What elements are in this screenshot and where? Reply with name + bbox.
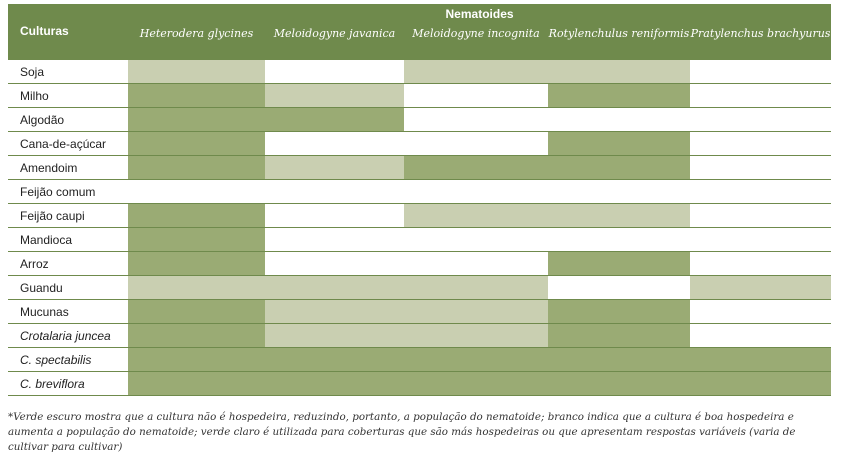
host-status-cell [265,84,404,108]
host-status-cell [690,228,831,252]
host-status-cell [128,108,265,132]
crop-name: Milho [8,84,128,108]
host-status-cell [404,180,548,204]
host-status-cell [265,348,404,372]
crop-name: C. breviflora [8,372,128,396]
header-heterodera-glycines: Heterodera glycines [128,24,265,59]
table-body [8,59,831,396]
footnote: *Verde escuro mostra que a cultura não é hospedeira, reduzindo, portanto, a população do nematoide; branco indica que a cultura é boa hospedeira e aumenta a população do nematoide; verde claro é utilizada para coberturas que são más hospedeiras ou que apresentam respostas variáveis (varia de cultivar para cultivar) [8,411,796,453]
host-status-cell [128,252,265,276]
header-meloidogyne-javanica: Meloidogyne javanica [265,24,404,59]
crop-name: C. spectabilis [8,348,128,372]
table-row [8,204,831,228]
host-status-cell [548,59,690,84]
crop-name: Amendoim [8,156,128,180]
host-status-cell [265,180,404,204]
host-status-cell [265,252,404,276]
table-row [8,252,831,276]
host-status-cell [128,300,265,324]
host-status-cell [404,59,548,84]
host-status-cell [690,180,831,204]
header-culturas: Culturas [8,4,128,59]
header-rotylenchulus-reniformis: Rotylenchulus reniformis [548,24,690,59]
table-row [8,132,831,156]
host-status-cell [548,108,690,132]
crop-name: Mandioca [8,228,128,252]
table-row [8,108,831,132]
host-status-cell [128,59,265,84]
host-status-cell [128,228,265,252]
host-status-cell [265,324,404,348]
host-status-cell [404,324,548,348]
crop-name: Feijão caupi [8,204,128,228]
host-status-cell [128,132,265,156]
host-status-cell [548,300,690,324]
table-row [8,156,831,180]
crop-name: Feijão comum [8,180,128,204]
header-pratylenchus-brachyurus: Pratylenchus brachyurus [690,24,831,59]
crop-name: Arroz [8,252,128,276]
host-status-cell [404,108,548,132]
host-status-cell [690,204,831,228]
host-status-cell [128,348,265,372]
host-status-cell [548,228,690,252]
host-status-cell [690,276,831,300]
crop-name: Crotalaria juncea [8,324,128,348]
header-meloidogyne-incognita: Meloidogyne incognita [404,24,548,59]
host-status-cell [548,276,690,300]
host-status-cell [265,204,404,228]
host-status-cell [690,59,831,84]
crop-name: Algodão [8,108,128,132]
table-row [8,324,831,348]
host-status-cell [128,156,265,180]
table-row [8,348,831,372]
host-status-cell [404,132,548,156]
host-status-cell [265,372,404,396]
table-row [8,300,831,324]
host-status-cell [690,300,831,324]
host-status-cell [404,372,548,396]
host-status-cell [690,108,831,132]
host-status-cell [690,132,831,156]
host-status-cell [690,324,831,348]
host-status-cell [548,324,690,348]
host-status-cell [265,228,404,252]
host-status-cell [404,204,548,228]
host-status-cell [548,84,690,108]
crop-name: Soja [8,59,128,84]
host-status-cell [404,300,548,324]
host-status-cell [690,372,831,396]
host-status-cell [404,276,548,300]
host-status-cell [404,156,548,180]
host-status-cell [128,180,265,204]
host-status-cell [265,108,404,132]
host-status-cell [128,324,265,348]
host-status-cell [404,348,548,372]
host-status-cell [548,156,690,180]
header-nematoides: Nematoides [128,4,831,24]
crop-name: Mucunas [8,300,128,324]
host-status-cell [548,348,690,372]
host-status-cell [265,59,404,84]
table-row [8,372,831,396]
host-status-cell [265,156,404,180]
table-row [8,228,831,252]
host-status-cell [690,84,831,108]
host-status-cell [265,276,404,300]
crop-name: Guandu [8,276,128,300]
host-status-cell [265,300,404,324]
host-status-cell [404,252,548,276]
table-row [8,59,831,84]
table-row [8,276,831,300]
host-status-cell [265,132,404,156]
host-status-cell [128,204,265,228]
host-status-cell [548,372,690,396]
host-status-cell [404,228,548,252]
host-status-cell [548,132,690,156]
host-status-cell [548,252,690,276]
host-table [8,4,831,396]
host-status-cell [690,156,831,180]
host-status-cell [128,276,265,300]
host-status-cell [548,180,690,204]
host-status-cell [690,252,831,276]
host-status-cell [690,348,831,372]
crop-name: Cana-de-açúcar [8,132,128,156]
host-status-cell [128,84,265,108]
host-status-cell [128,372,265,396]
host-status-cell [404,84,548,108]
host-status-cell [548,204,690,228]
nematode-host-table [8,4,831,396]
table-row [8,84,831,108]
table-row [8,180,831,204]
